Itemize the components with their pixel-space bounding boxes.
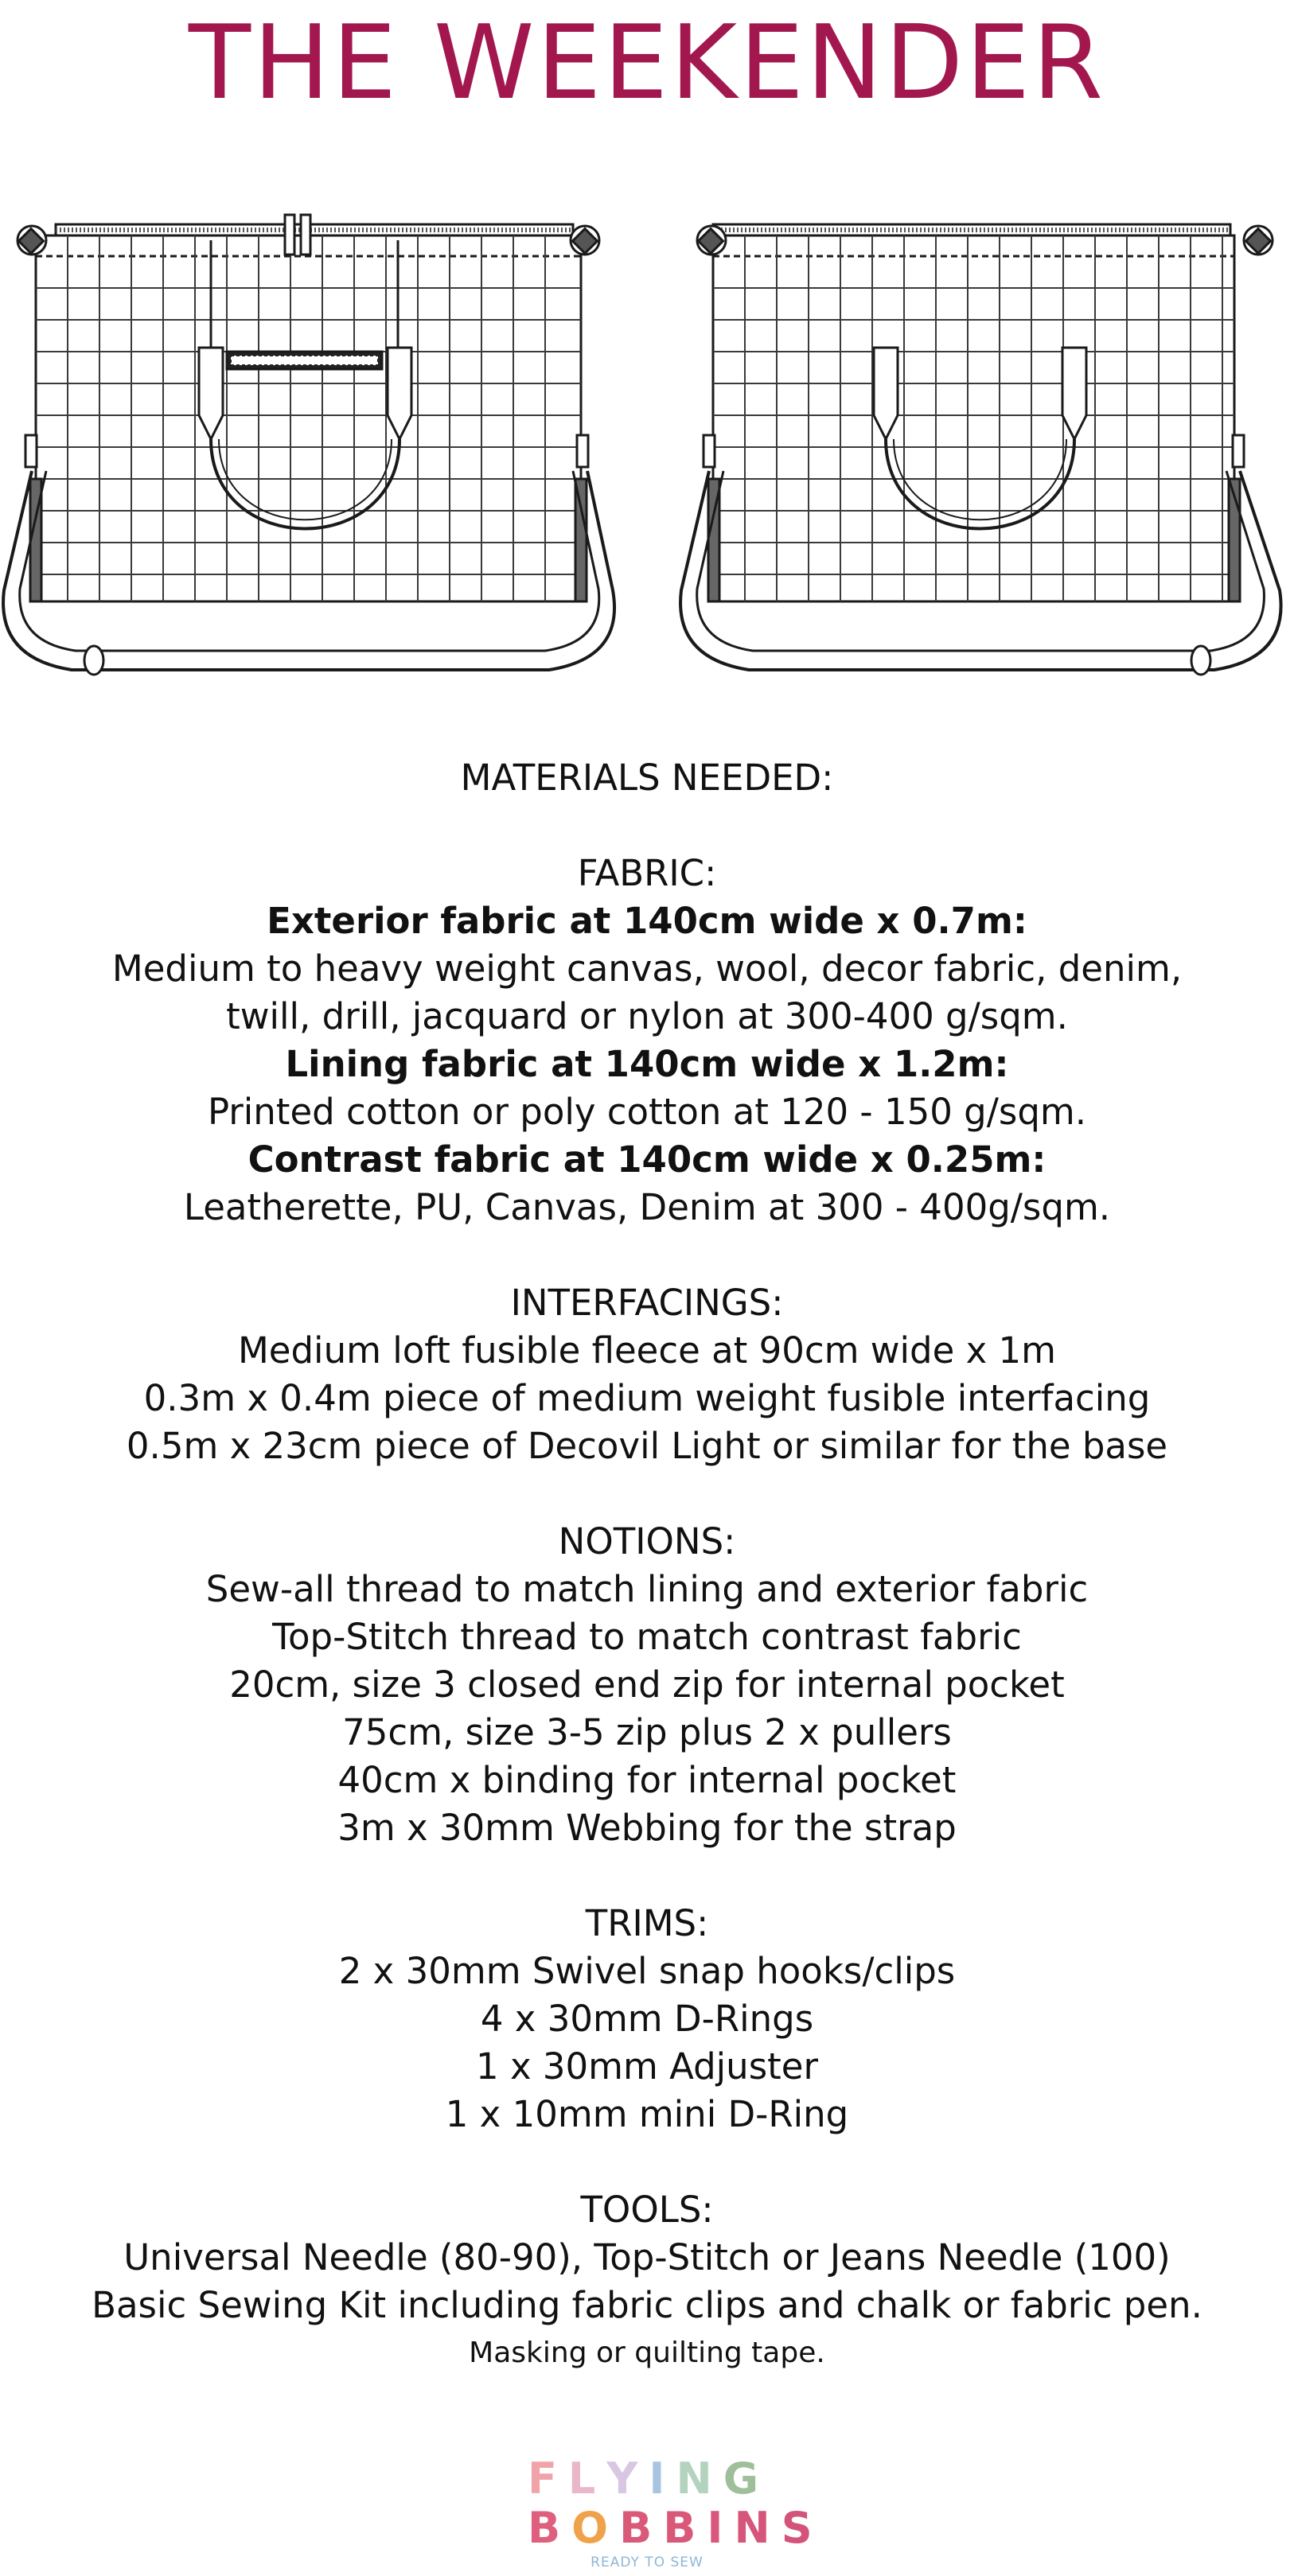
list-item: 75cm, size 3-5 zip plus 2 x pullers <box>342 1711 952 1753</box>
logo-letter: B <box>528 2503 572 2553</box>
page-title: THE WEEKENDER <box>188 4 1106 123</box>
logo-letter: B <box>663 2503 707 2553</box>
exterior-fabric-desc: twill, drill, jacquard or nylon at 300-400 g/sqm. <box>226 995 1068 1037</box>
fabric-heading: FABRIC: <box>577 852 717 894</box>
logo-letter: L <box>567 2453 607 2504</box>
list-item: Universal Needle (80-90), Top-Stitch or Jeans Needle (100) <box>123 2236 1171 2278</box>
logo-letter: F <box>528 2453 568 2504</box>
bag-body <box>36 235 581 601</box>
list-item: 40cm x binding for internal pocket <box>337 1759 957 1801</box>
list-item: 1 x 10mm mini D-Ring <box>445 2093 849 2135</box>
list-item: 20cm, size 3 closed end zip for internal pocket <box>229 1664 1065 1706</box>
logo-letter: I <box>707 2503 735 2553</box>
logo-letter: O <box>571 2503 620 2553</box>
contrast-fabric-title: Contrast fabric at 140cm wide x 0.25m: <box>247 1138 1047 1181</box>
list-item: 0.3m x 0.4m piece of medium weight fusible interfacing <box>143 1377 1151 1419</box>
notions-heading: NOTIONS: <box>558 1520 736 1562</box>
brand-logo <box>528 2453 824 2572</box>
logo-letter: Y <box>606 2453 649 2504</box>
materials-list <box>0 754 1294 2377</box>
logo-letter: I <box>649 2453 676 2504</box>
exterior-fabric-desc: Medium to heavy weight canvas, wool, decor fabric, denim, <box>111 948 1183 990</box>
logo-letter: S <box>781 2503 824 2553</box>
lining-fabric-desc: Printed cotton or poly cotton at 120 - 150 g/sqm. <box>207 1091 1087 1133</box>
materials-heading: MATERIALS NEEDED: <box>460 757 834 799</box>
lining-fabric-title: Lining fabric at 140cm wide x 1.2m: <box>285 1043 1009 1085</box>
interfacings-heading: INTERFACINGS: <box>510 1282 784 1324</box>
list-item: Sew-all thread to match lining and exterior fabric <box>205 1568 1089 1610</box>
logo-word-bobbins <box>528 2503 824 2553</box>
exterior-fabric-title: Exterior fabric at 140cm wide x 0.7m: <box>267 900 1027 942</box>
list-item: 1 x 30mm Adjuster <box>476 2045 818 2088</box>
tools-heading: TOOLS: <box>580 2189 714 2231</box>
list-item: 3m x 30mm Webbing for the strap <box>337 1807 957 1849</box>
logo-letter: N <box>734 2503 781 2553</box>
list-item: Basic Sewing Kit including fabric clips and chalk or fabric pen. <box>92 2284 1202 2326</box>
list-item: 4 x 30mm D-Rings <box>480 1998 814 2040</box>
list-item: Medium loft fusible fleece at 90cm wide x 1m <box>237 1329 1056 1372</box>
list-item: Top-Stitch thread to match contrast fabric <box>272 1616 1022 1658</box>
logo-subtitle: READY TO SEW <box>590 2555 704 2570</box>
list-item: 0.5m x 23cm piece of Decovil Light or similar for the base <box>126 1425 1168 1467</box>
list-item: Masking or quilting tape. <box>469 2337 825 2369</box>
bag-front-illustration <box>0 208 629 702</box>
logo-letter: N <box>676 2453 723 2504</box>
contrast-fabric-desc: Leatherette, PU, Canvas, Denim at 300 - 400g/sqm. <box>183 1186 1111 1228</box>
bag-back-illustration <box>673 208 1294 702</box>
trims-heading: TRIMS: <box>585 1902 709 1944</box>
logo-letter: G <box>723 2453 770 2504</box>
logo-letter: B <box>619 2503 664 2553</box>
logo-word-flying <box>528 2453 770 2504</box>
list-item: 2 x 30mm Swivel snap hooks/clips <box>338 1950 956 1992</box>
bag-body <box>713 235 1234 601</box>
